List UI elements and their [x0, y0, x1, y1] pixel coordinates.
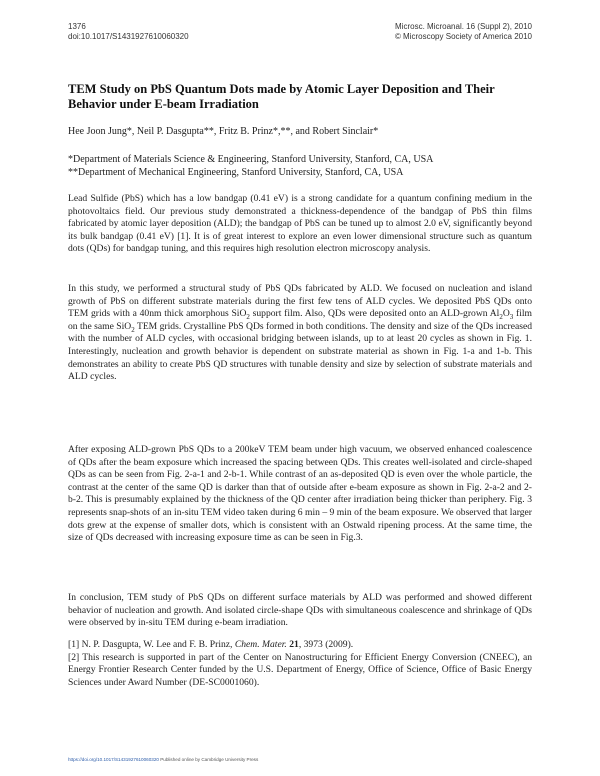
p2-text-a: In this study, we performed a structural study of PbS QDs fabricated by ALD. We focused on nucleation and island growth of PbS on different substrate materials during the first few tens of ALD cycles. We deposited PbS QDs onto TEM grids with a 40nm thick amorphous SiO — [68, 283, 532, 320]
ref1-prefix: [1] N. P. Dasgupta, W. Lee and F. B. Prinz, — [68, 639, 235, 650]
page-number: 1376 — [68, 22, 86, 31]
paragraph-irradiation: After exposing ALD-grown PbS QDs to a 200keV TEM beam under high vacuum, we observed enhanced coalescence of QDs after the beam exposure which increased the spacing between QDs. This creates well-isolated and circle-shaped QDs as can be seen from Fig. 2-a-1 and 2-b-1. While contrast of an as-deposited QD is even over the whole particle, the contrast at the center of the same QD is darker than that of outside after e-beam exposure as shown in Fig. 2-a-2 and 2-b-2. This is presumably explained by the thickness of the QD center after irradiation being thicker than periphery. Fig. 3 represents snap-shots of an in-situ TEM video taken during 6 min – 9 min of the beam exposure. We observed that larger dots grew at the expense of smaller dots, which is consistent with an Ostwald ripening process. At the same time, the size of QDs decreased with increasing exposure time as can be seen in Fig.3. — [68, 444, 532, 544]
p2-sub-3: 3 — [509, 313, 514, 322]
footer-doi-link[interactable]: https://doi.org/10.1017/S1431927610060320 — [68, 757, 159, 762]
p2-text-c: O — [502, 308, 510, 320]
ref1-journal: Chem. Mater. — [234, 639, 287, 650]
affiliation-2: **Department of Mechanical Engineering, Stanford University, Stanford, CA, USA — [68, 167, 404, 178]
p2-sub-1: 2 — [246, 313, 250, 322]
header-left — [68, 22, 189, 42]
ref1-volume: 21 — [286, 639, 299, 650]
ref1-rest: , 3973 (2009). — [298, 639, 354, 650]
affiliation-1: *Department of Materials Science & Engineering, Stanford University, Stanford, CA, USA — [68, 154, 434, 165]
paper-title: TEM Study on PbS Quantum Dots made by Atomic Layer Deposition and Their Behavior under E-beam Irradiation — [68, 82, 495, 111]
p2-sub-4: 2 — [131, 325, 135, 334]
p2-text-b: support film. Also, QDs were deposited onto an ALD-grown Al — [249, 308, 500, 320]
references — [68, 639, 532, 689]
reference-1 — [68, 639, 532, 652]
p2-text-e: TEM grids. Crystalline PbS QDs formed in both conditions. The density and size of the QDs increased with the number of ALD cycles, with occasional bridging between islands, up to at least 20 cycles as shown in Fig. 1. Interestingly, nucleation and growth behavior is dependent on substrate material as shown in Fig. 1-a and 1-b. This demonstrates an ability to create PbS QD structures with tunable density and size by selection of substrate materials and ALD cycles. — [68, 320, 532, 383]
journal-citation: Microsc. Microanal. 16 (Suppl 2), 2010 — [395, 22, 532, 31]
footer — [68, 757, 258, 762]
doi: doi:10.1017/S1431927610060320 — [68, 32, 189, 41]
p2-text-d: film on the same SiO — [68, 308, 533, 332]
authors: Hee Joon Jung*, Neil P. Dasgupta**, Fritz B. Prinz*,**, and Robert Sinclair* — [68, 126, 379, 137]
header-right — [395, 22, 532, 42]
paragraph-intro: Lead Sulfide (PbS) which has a low bandgap (0.41 eV) is a strong candidate for a quantum confining medium in the photovoltaics field. Our previous study demonstrated a thickness-dependence of the bandgap of PbS thin films fabricated by atomic layer deposition (ALD); the bandgap of PbS can be tuned up to almost 2.0 eV, significantly beyond its bulk bandgap (0.41 eV) [1]. It is of great interest to explore an even lower dimensional structure such as quantum dots (QDs) for bandgap tuning, and this requires high resolution electron microscopy analysis. — [68, 193, 532, 255]
paragraph-conclusion: In conclusion, TEM study of PbS QDs on different surface materials by ALD was performed and showed different behavior of nucleation and growth. And isolated circle-shape QDs with simultaneous coalescence and shrinkage of QDs were observed by in-situ TEM during e-beam irradiation. — [68, 592, 532, 629]
reference-2: [2] This research is supported in part of the Center on Nanostructuring for Efficient Energy Conversion (CNEEC), an Energy Frontier Research Center funded by the U.S. Department of Energy, Office of Science, Office of Basic Energy Sciences under Award Number (DE-SC0001060). — [68, 651, 532, 688]
p2-sub-2: 2 — [499, 313, 503, 322]
affiliations — [68, 153, 433, 179]
footer-text: Published online by Cambridge University Press — [158, 757, 259, 762]
paragraph-study — [68, 283, 532, 384]
copyright: © Microscopy Society of America 2010 — [394, 32, 532, 41]
